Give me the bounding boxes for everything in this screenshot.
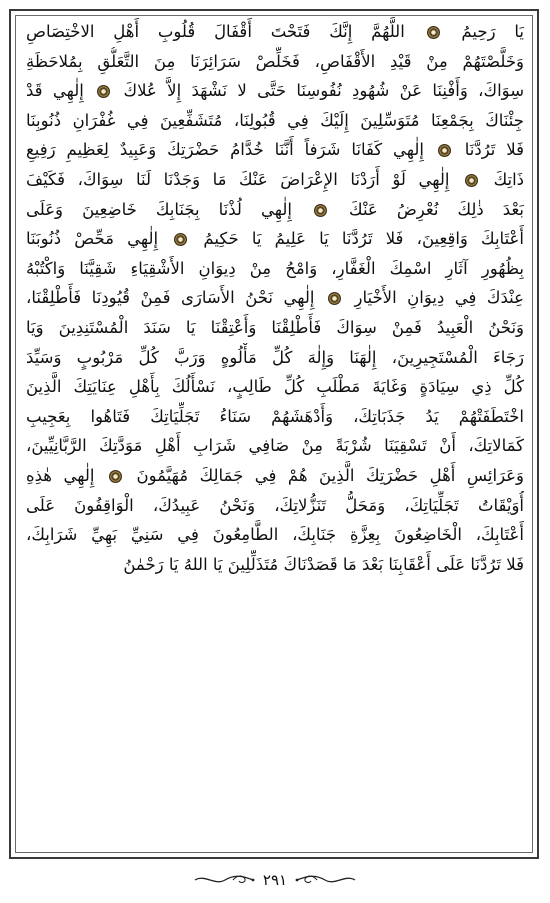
text-line-12: رَجَاءَ الْمُسْتَجِيرِينَ، إِلٰهَنَا وَإِلٰهَ كُلِّ مَأْلُوهٍ وَرَبَّ كُلِّ مَرْبُوبٍ وَسَيِّدَ	[26, 347, 524, 367]
text-line-8: أَعْتَابِكَ وَاقِعِينَ، فَلا تَرُدَّنَا يَا عَلِيمُ يَا حَكِيمُ إِلٰهِي مَحِّصْ ذُنُوبَنَا	[26, 229, 524, 249]
text-line-1: يَا رَحِيمُ اللَّهُمَّ إِنَّكَ فَتَحْتَ أَقْفَالَ قُلُوبِ أَهْلِ الاخْتِصَاصِ	[26, 22, 524, 41]
text-line-3: سِوَاكَ، وَأَفْنِنَا عَنْ شُهُودِ نُفُوسِنَا حَتَّى لا نَشْهَدَ إِلاَّ عُلاكَ إِلٰهِي قَدْ	[26, 81, 524, 101]
separator-rosette-icon	[465, 174, 478, 187]
page-footer	[0, 865, 550, 895]
separator-rosette-icon	[314, 204, 327, 217]
text-line-13: كُلِّ ذِي سِيَادَةٍ وَغَايَةَ مَطْلَبِ كُلِّ طَالِبٍ، نَسْأَلُكَ بِأَهْلِ عِنَايَتِكَ الَّذِينَ	[26, 377, 524, 397]
separator-rosette-icon	[109, 470, 122, 483]
separator-rosette-icon	[97, 85, 110, 98]
text-line-2: وَخَلَّصْتَهُمْ مِنْ قَيْدِ الأَقْفَاصِ، فَخَلِّصْ سَرَائِرَنَا مِنَ التَّعَلُّقِ بِمُلاحَظَةِ	[26, 51, 524, 71]
arabic-text-block	[26, 17, 524, 849]
text-line-10: عِنْدَكَ فِي دِيوَانِ الأَخْيَارِ إِلٰهِي نَحْنُ الأَسَارَى فَمِنْ قُيُودِنَا فَأَطْلِقْنَا،	[26, 288, 524, 308]
page-number: ٢٩١	[262, 871, 288, 889]
separator-rosette-icon	[438, 144, 451, 157]
separator-rosette-icon	[174, 233, 187, 246]
text-line-7: بَعْدَ ذٰلِكَ نُعْرِضُ عَنْكَ إِلٰهِي لُذْنَا بِجَنَابِكَ خَاضِعِينَ وَعَلَى	[26, 199, 524, 219]
text-line-11: وَنَحْنُ الْعَبِيدُ فَمِنْ سِوَاكَ فَأَطْلِقْنَا وَأَعْتِقْنَا يَا سَنَدَ الْمُسْتَنِدِينَ وَيَا	[26, 317, 524, 337]
text-line-18: أَعْتَابِكَ، الْخَاضِعُونَ بِعِزَّةِ جَنَابِكَ، الطَّامِعُونَ فِي سَنِيِّ بَهِيِّ شَرَابِكَ،	[26, 525, 524, 545]
text-line-14: اخْتَطَفَتْهُمْ يَدُ جَذَبَاتِكَ، وَأَدْهَشَهُمْ سَنَاءُ تَجَلِّيَاتِكَ فَتَاهُوا بِعَجِيبِ	[26, 406, 524, 426]
text-line-5: فَلا تَرُدَّنَا إِلٰهِي كَفَانَا شَرَفاً أَنَّنَا خُدَّامُ حَضْرَتِكَ وَعَبِيدٌ لِعَظِيمِ رَفِيعِ	[26, 140, 524, 160]
separator-rosette-icon	[328, 292, 341, 305]
separator-rosette-icon	[427, 26, 440, 39]
scroll-flourish-icon	[295, 872, 357, 888]
text-line-19: فَلا تَرُدَّنَا عَلَى أَعْقَابِنَا بَعْدَ مَا قَصَدْنَاكَ مُتَذَلِّلِينَ يَا اللهُ يَا رَحْمٰنُ	[123, 554, 524, 574]
text-line-6: ذَاتِكَ إِلٰهِي لَوْ أَرَدْنَا الإِعْرَاضَ عَنْكَ مَا وَجَدْنَا لَنَا سِوَاكَ، فَكَيْفَ	[26, 169, 524, 189]
text-line-9: بِظُهُورِ آثَارِ اسْمِكَ الْغَفَّارِ، وَامْحُ مِنْ دِيوَانِ الأَشْقِيَاءِ شَقِيَّنَا وَاكْتُبْهُ	[26, 258, 524, 278]
text-line-17: أُوَيْقَاتُ تَجَلِّيَاتِكَ، وَمَحَلُّ تَنَزُّلاتِكَ، وَنَحْنُ عَبِيدُكَ، الْوَاقِفُونَ عَلَى	[26, 495, 524, 515]
text-line-4: جِئْنَاكَ بِجَمْعِنَا مُتَوَسِّلِينَ إِلَيْكَ فِي قُبُولِنَا، مُتَشَفِّعِينَ فِي غُفْرَانِ ذُنُوبِنَا	[26, 110, 524, 130]
text-line-15: كَمَالاتِكَ، أَنْ تَسْقِيَنَا شُرْبَةً مِنْ صَافِي شَرَابِ أَهْلِ مَوَدَّتِكَ الرَّبَّانِيِّينَ،	[26, 436, 524, 456]
text-line-16: وَعَرَائِسِ أَهْلِ حَضْرَتِكَ الَّذِينَ هُمْ فِي جَمَالِكَ مُهَيَّمُونَ إِلٰهِي هٰذِهِ	[26, 465, 524, 485]
scroll-flourish-icon	[193, 872, 255, 888]
